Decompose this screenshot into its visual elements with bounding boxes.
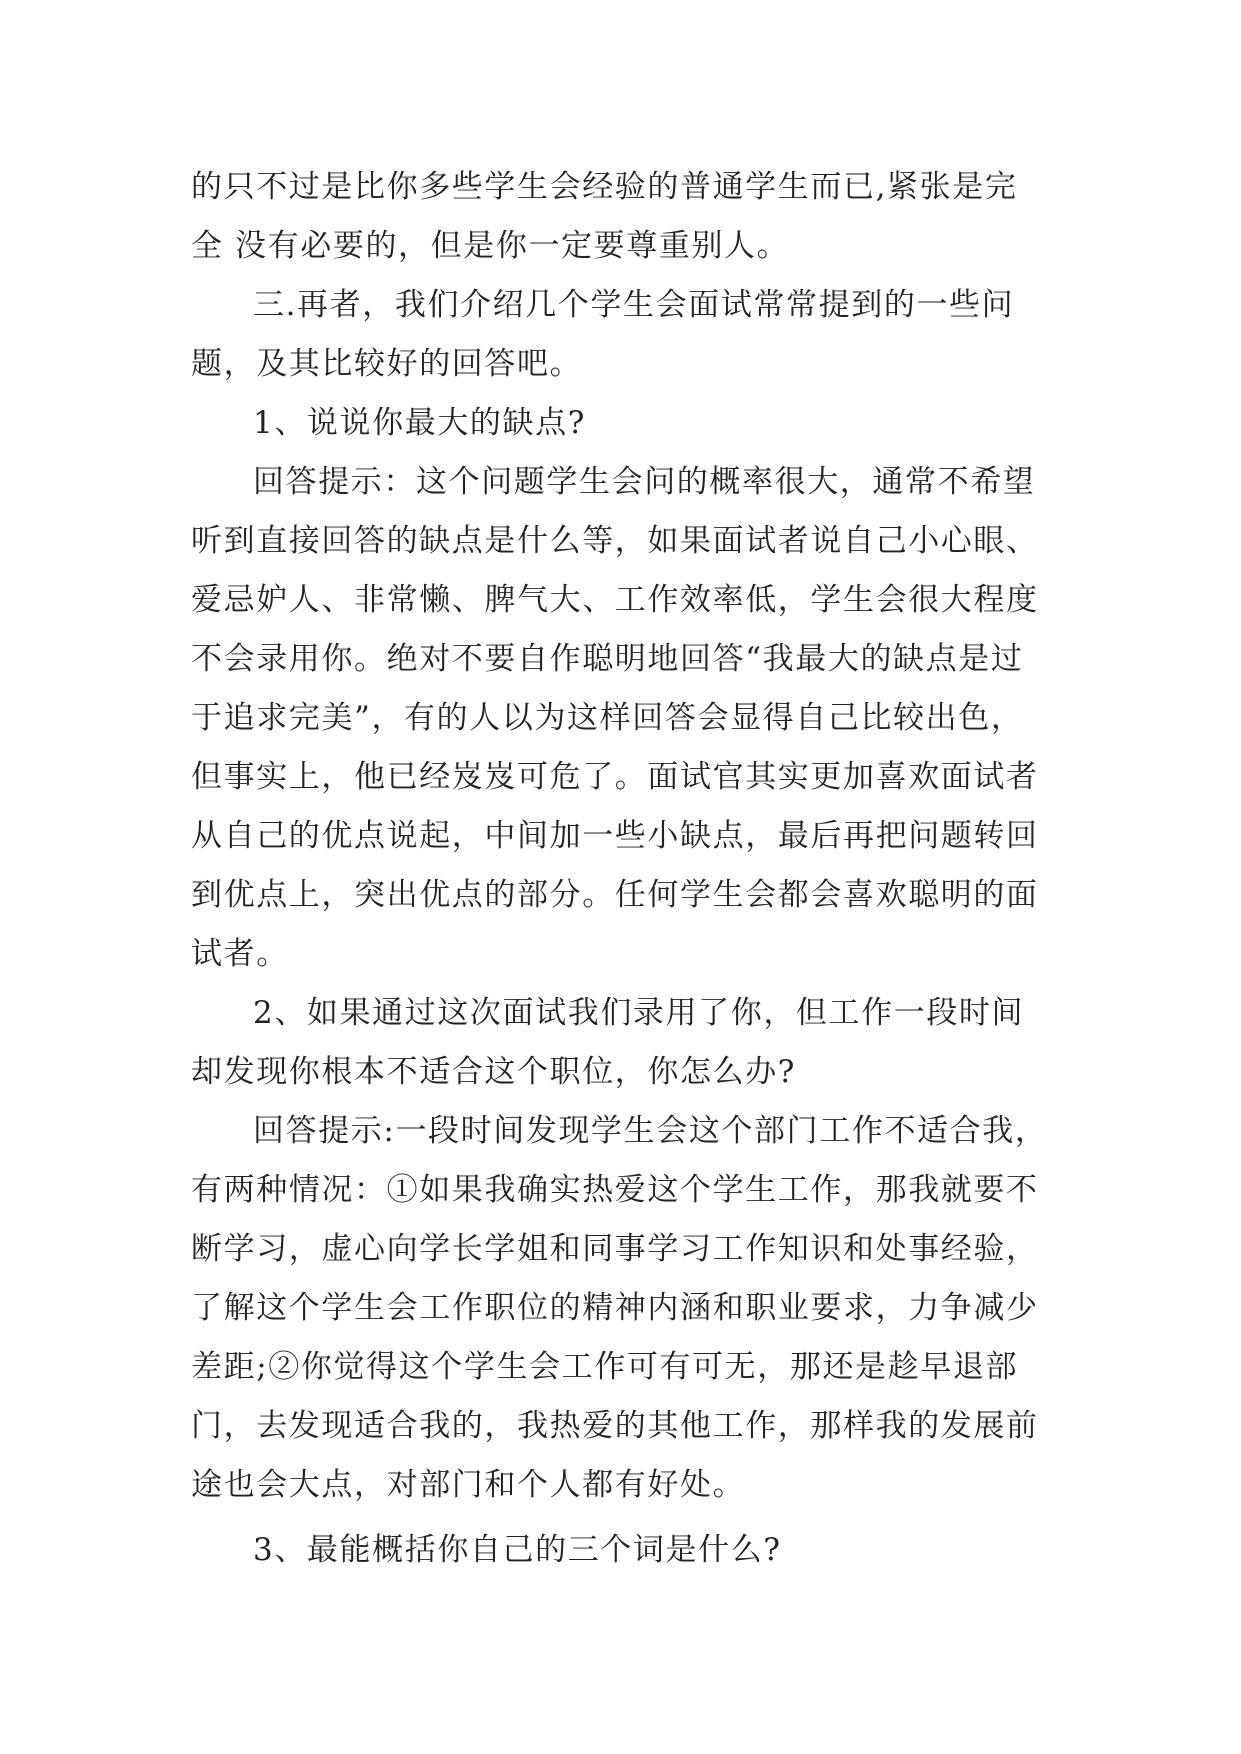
question-heading: 1、说说你最大的缺点?: [253, 405, 586, 441]
question-heading: 3、最能概括你自己的三个词是什么?: [253, 1532, 782, 1568]
text-line: 却发现你根本不适合这个职位，你怎么办?: [191, 1054, 797, 1090]
text-line: 题，及其比较好的回答吧。: [191, 346, 583, 382]
text-line: 全 没有必要的，但是你一定要尊重别人。: [191, 228, 790, 264]
text-line: 于追求完美”，有的人以为这样回答会显得自己比较出色，: [191, 700, 1024, 736]
answer-hint-line: 回答提示:一段时间发现学生会这个部门工作不适合我，: [253, 1113, 1048, 1149]
text-line: 断学习，虚心向学长学姐和同事学习工作知识和处事经验，: [191, 1231, 1039, 1267]
section-heading: 三.再者，我们介绍几个学生会面试常常提到的一些问: [253, 287, 1015, 323]
text-line: 有两种情况：①如果我确实热爱这个学生工作，那我就要不: [191, 1172, 1039, 1208]
text-line: 差距;②你觉得这个学生会工作可有可无，那还是趁早退部: [191, 1349, 1019, 1385]
text-line: 的只不过是比你多些学生会经验的普通学生而已,紧张是完: [191, 169, 1018, 205]
text-line: 不会录用你。绝对不要自作聪明地回答“我最大的缺点是过: [191, 641, 1024, 677]
document-body: [191, 158, 1051, 1580]
text-line: 从自己的优点说起，中间加一些小缺点，最后再把问题转回: [191, 818, 1039, 854]
text-line: 到优点上，突出优点的部分。任何学生会都会喜欢聪明的面: [191, 877, 1039, 913]
answer-hint-line: 回答提示：这个问题学生会问的概率很大，通常不希望: [253, 464, 1036, 500]
text-line: 听到直接回答的缺点是什么等，如果面试者说自己小心眼、: [191, 523, 1039, 559]
text-line: 途也会大点，对部门和个人都有好处。: [191, 1467, 746, 1503]
text-line: 了解这个学生会工作职位的精神内涵和职业要求，力争减少: [191, 1290, 1039, 1326]
text-line: 门，去发现适合我的，我热爱的其他工作，那样我的发展前: [191, 1408, 1039, 1444]
text-line: 但事实上，他已经岌岌可危了。面试官其实更加喜欢面试者: [191, 759, 1039, 795]
text-line: 爱忌妒人、非常懒、脾气大、工作效率低，学生会很大程度: [191, 582, 1039, 618]
text-line: 试者。: [191, 936, 289, 972]
question-heading: 2、如果通过这次面试我们录用了你，但工作一段时间: [253, 995, 1025, 1031]
